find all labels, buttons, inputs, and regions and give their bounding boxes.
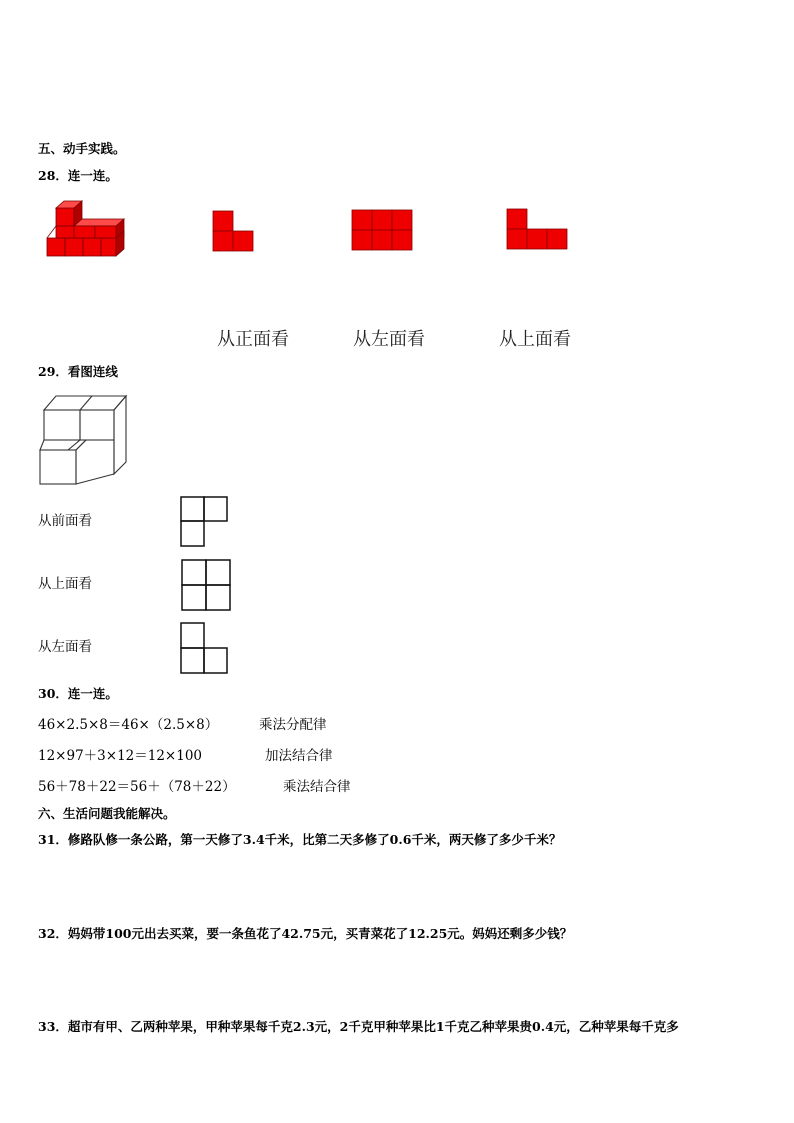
section-title: 五、动手实践。 <box>38 141 126 156</box>
view-label: 从前面看 <box>38 513 92 529</box>
question-text: 31．修路队修一条公路，第一天修了3.4千米，比第二天多修了0.6千米，两天修了多少千米？ <box>38 832 562 847</box>
question-title: 30．连一连。 <box>38 686 118 701</box>
question-text: 32．妈妈带100元出去买菜，要一条鱼花了42.75元，买青菜花了12.25元。妈妈还剩多少钱？ <box>38 926 573 941</box>
law-name: 乘法分配律 <box>259 717 327 733</box>
front-view-grid <box>180 496 230 550</box>
view-label-top: 从上面看 <box>499 329 571 350</box>
question-title: 29．看图连线 <box>38 364 118 379</box>
top-view-grid <box>181 559 233 613</box>
law-name: 加法结合律 <box>265 748 333 764</box>
equation: 46×2.5×8＝46×（2.5×8） <box>38 717 219 733</box>
equation: 12×97＋3×12＝12×100 <box>38 748 203 764</box>
view-label: 从上面看 <box>38 576 92 592</box>
question-text: 33．超市有甲、乙两种苹果，甲种苹果每千克2.3元，2千克甲种苹果比1千克乙种苹果贵0.4元，乙种苹果每千克多 <box>38 1019 679 1034</box>
section-title: 六、生活问题我能解决。 <box>38 806 176 821</box>
view-label: 从左面看 <box>38 639 92 655</box>
red-cube-figure <box>44 198 126 260</box>
view-option-long-l <box>507 209 569 251</box>
view-option-rectangle <box>352 210 414 252</box>
view-label-left: 从左面看 <box>353 329 425 350</box>
equation: 56＋78＋22＝56＋（78＋22） <box>38 779 236 795</box>
question-title: 28．连一连。 <box>38 168 118 183</box>
cube-sketch-figure <box>40 392 130 488</box>
view-label-front: 从正面看 <box>217 329 289 350</box>
view-option-l-shape <box>213 211 255 253</box>
left-view-grid <box>180 622 230 676</box>
law-name: 乘法结合律 <box>283 779 351 795</box>
